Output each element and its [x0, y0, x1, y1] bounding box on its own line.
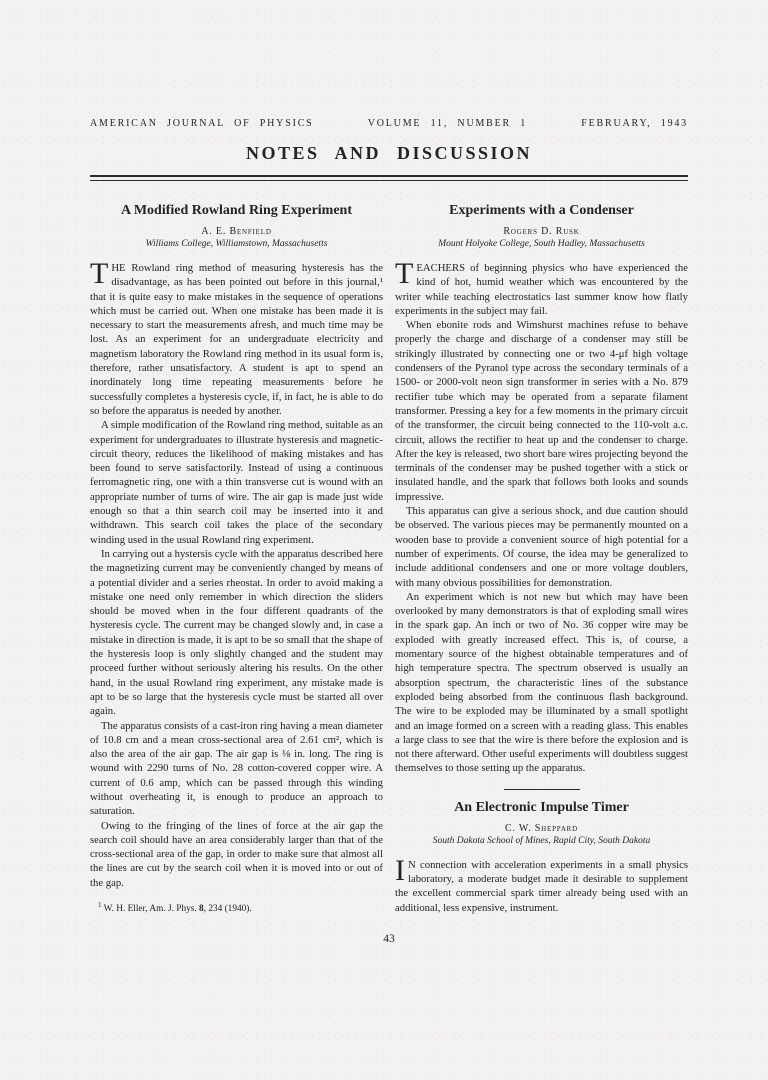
- article3-dropcap: I: [395, 853, 405, 887]
- article1-paragraph: In carrying out a hystersis cycle with the apparatus described here the magnetizing current may be conveniently changed by means of a potential divider and a series rheostat. In order to avoid making a mistake one need only remember in which direction the sliders should be moved when in the four different quadrants of the hysteresis cycle. The current may be changed slowly and, in case a mistake in direction is made, it is apt to be so small that the shape of the hysteresis loop is only slightly changed and the student may proceed further without seriously altering his results. On the other hand, in the usual Rowland ring experiment, any mistake made is apt to be so large that the hysteresis cycle must be started all over again.: [90, 547, 383, 718]
- article1-affiliation: Williams College, Williamstown, Massachusetts: [145, 239, 328, 249]
- article1-body: [90, 257, 383, 890]
- article2-affiliation: Mount Holyoke College, South Hadley, Massachusetts: [438, 239, 645, 249]
- article2-title: Experiments with a Condenser: [449, 203, 634, 218]
- journal-volume-number: VOLUME 11, NUMBER 1: [367, 118, 528, 129]
- section-title: NOTES AND DISCUSSION: [245, 143, 533, 163]
- journal-name: AMERICAN JOURNAL OF PHYSICS: [90, 118, 314, 129]
- article3-body: [395, 853, 688, 915]
- article3-paragraph: I N connection with acceleration experiments in a small physics laboratory, a moderate budget made it desirable to supplement the excellent commercial spark timer already being used with an additional, less expensive, instrument.: [395, 853, 688, 914]
- two-column-layout: [90, 197, 688, 924]
- article1-paragraph: A simple modification of the Rowland ring method, suitable as an experiment for undergraduates to illustrate hysteresis and magnetic-circuit theory, reduces the likelihood of making mistakes and has been found to serve satisfactorily. Instead of using a continuous ferromagnetic ring, one with a thin transverse cut is wound with an appropriate number of turns of wire. The air gap is made just wide enough so that a thin search coil may be inserted into it and withdrawn. This search coil takes the place of the secondary winding used in the usual Rowland ring experiment.: [90, 419, 383, 546]
- article-separator-rule: [504, 789, 580, 790]
- article1-author: A. E. Benfield: [201, 226, 272, 237]
- page-number: 43: [383, 933, 395, 946]
- article1-dropcap: T: [90, 257, 109, 290]
- article2-dropcap: T: [395, 257, 414, 290]
- double-rule-divider: [90, 175, 688, 181]
- article2-paragraph: When ebonite rods and Wimshurst machines refuse to behave properly the charge and discharge of a condenser may still be strikingly illustrated by connecting one or two 4-μf high voltage condensers of the Pyranol type across the secondary terminals of a 1500- or 2000-volt neon sign transformer in series with a No. 879 rectifier tube which may be operated from a separate filament transformer. Pressing a key for a few moments in the primary circuit of the transformer, the circuit being connected to the 110-volt a.c. circuit, allows the rectifier to heat up and the condenser to charge. After the key is released, two short bare wires projecting beyond the terminals of the condenser may be pushed together with a stick or insulated handle, and the spark that follows both looks and sounds impressive.: [395, 319, 688, 503]
- article2-paragraph: TEACHERS of beginning physics who have experienced the kind of hot, humid weather which was encountered by the writer while teaching electrostatics last summer know how flatly experiments in the subject may fail.: [395, 257, 688, 317]
- article1-paragraph: THE Rowland ring method of measuring hysteresis has the disadvantage, as has been pointed out before in this journal,¹ that it is quite easy to make mistakes in the sequence of operations which must be carried out. When one mistake has been made it is necessary to start the measurements afresh, and much time may be lost. As an experiment for an undergraduate electricity and magnetism laboratory the Rowland ring method in its usual form is, therefore, rather unsatisfactory. A student is apt to spend an inordinately long time repeating measurements before he successfully completes a hysteresis cycle, if, in fact, he is able to do so before the apparatus is needed by another.: [90, 257, 383, 417]
- footnote-marker: 1: [98, 901, 102, 910]
- article1-paragraph: Owing to the fringing of the lines of force at the air gap the search coil should have an area considerably larger than that of the cross-sectional area of the gap, in order to make sure that almost all the lines are cut by the search coil when it is moved into or out of the gap.: [90, 819, 383, 889]
- article3-affiliation: South Dakota School of Mines, Rapid City, South Dakota: [432, 835, 651, 846]
- article1-footnote: $^1$ W. H. Eller, Am. J. Phys. 8, 234 (1940).: [98, 901, 252, 915]
- left-column: [90, 197, 383, 924]
- article1-title: A Modified Rowland Ring Experiment: [120, 203, 352, 218]
- right-column: [395, 197, 688, 924]
- journal-masthead: [90, 118, 688, 129]
- article2-paragraph: An experiment which is not new but which may have been overlooked by many demonstrators is that of exploding small wires in the spark gap. An inch or two of No. 36 copper wire may be exploded with greatly increased effect. This is, of course, a momentary source of the highest obtainable temperatures and of high temperature spectra. The spectrum observed is usually an absorption spectrum, the characteristic lines of the substance exploded being absorbed from the continuous flash background. The wire to be exploded may be illuminated by a small spotlight and an image formed on a screen with a reading glass. This enables a large class to see that the wire is there before the explosion and is not there afterward. Other useful experiments will doubtless suggest themselves to those setting up the apparatus.: [395, 590, 688, 775]
- article3-title: An Electronic Impulse Timer: [454, 799, 629, 815]
- article2-body: [395, 257, 688, 776]
- article1-paragraph: The apparatus consists of a cast-iron ring having a mean diameter of 10.8 cm and a mean cross-sectional area of 2.61 cm², which is also the area of the air gap. The air gap is ⅛ in. long. The ring is wound with 2290 turns of No. 28 cotton-covered copper wire. A current of 0.6 amp, which can be passed through this winding without overheating it, is enough to produce an approach to saturation.: [90, 719, 383, 818]
- article2-paragraph: This apparatus can give a serious shock, and due caution should be observed. The various pieces may be permanently mounted on a wooden base to provide a convenient source of high potential for a number of experiments. Of course, the idea may be generalized to include additional condensers and one or more voltage doublers, with many obvious possibilities for demonstration.: [395, 505, 688, 589]
- article3-author: C. W. Sheppard: [504, 822, 579, 834]
- journal-issue-date: FEBRUARY, 1943: [581, 118, 688, 129]
- article2-author: Rogers D. Rusk: [503, 226, 580, 237]
